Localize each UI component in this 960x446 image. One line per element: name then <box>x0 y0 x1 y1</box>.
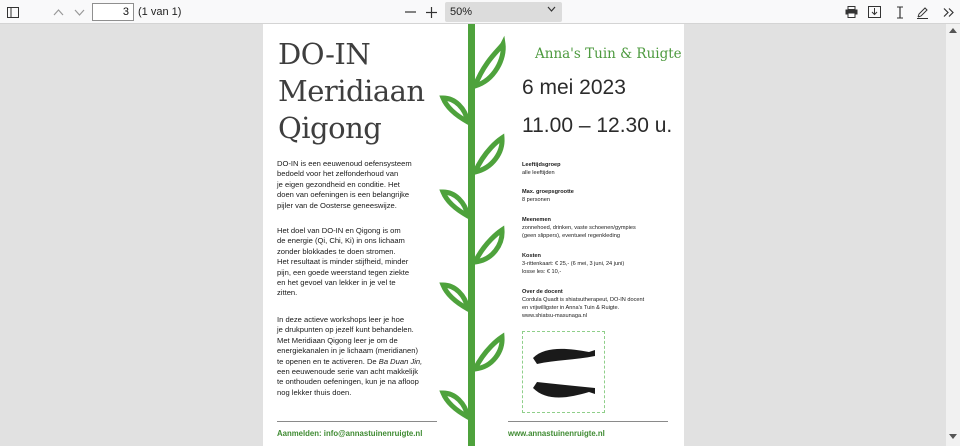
zoom-out-icon[interactable] <box>402 0 418 24</box>
divider-left <box>277 421 437 422</box>
info-group-size: Max. groepsgrootte 8 personen <box>522 189 574 203</box>
draw-icon[interactable] <box>913 0 931 24</box>
hands-illustration <box>522 331 605 413</box>
page-title: DO-IN Meridiaan Qigong <box>278 37 425 145</box>
vertical-scrollbar[interactable] <box>946 24 960 446</box>
goal-paragraph: Het doel van DO-IN en Qigong is om de energie (Qi, Chi, Ki) in ons lichaam zonder blokkades te doen stromen. Het resultaat is minder stijfheid, minder pijn, een goede weerstand tegen ziekte en het gevoel van lekker in je vel te zitten. <box>277 226 410 298</box>
signup-email-link[interactable]: Aanmelden: info@annastuinenruigte.nl <box>277 429 423 438</box>
next-page-icon[interactable] <box>71 0 87 24</box>
website-link[interactable]: www.annastuinenruigte.nl <box>508 429 605 438</box>
sidebar-toggle-icon[interactable] <box>4 0 22 24</box>
more-tools-icon[interactable] <box>939 0 957 24</box>
zoom-select[interactable] <box>445 2 562 22</box>
event-time: 11.00 – 12.30 u. <box>522 114 673 137</box>
scroll-up-icon[interactable] <box>949 28 957 33</box>
workshop-paragraph: In deze actieve workshops leer je hoe je drukpunten op jezelf kunt behandelen. Met Meridiaan Qigong leer je om de energiekanalen in je lichaam (meridianen) te openen en te activeren. De Ba Duan Jin, een eeuwenoude serie van acht makkelijk te onthouden oefeningen, kun je na afloop nog lekker thuis doen. <box>277 315 423 397</box>
page-number-input[interactable] <box>92 3 134 21</box>
pdf-toolbar <box>0 0 960 24</box>
intro-paragraph: DO-IN is een eeuwenoud oefensysteem bedoeld voor het zelfonderhoud van je eigen gezondheid en conditie. Het doen van oefeningen is een belangrijke pijler van de Oosterse geneeswijze. <box>277 159 412 210</box>
print-icon[interactable] <box>842 0 860 24</box>
scroll-down-icon[interactable] <box>949 434 957 439</box>
previous-page-icon[interactable] <box>50 0 66 24</box>
brand-name: Anna's Tuin & Ruigte <box>535 46 682 62</box>
zoom-in-icon[interactable] <box>423 0 439 24</box>
info-bring: Meenemen zonnehoed, drinken, vaste schoenen/gympies (geen slippers), eventueel regenkleding <box>522 217 636 239</box>
page-count-label: (1 van 1) <box>138 6 182 18</box>
event-date: 6 mei 2023 <box>522 76 626 99</box>
document-page <box>263 24 684 446</box>
info-teacher: Over de docent Cordula Quadt is shiatsutherapeut, DO-IN docent en vrijwilligster in Anna's Tuin & Ruigte. www.shiatsu-masunaga.nl <box>522 289 645 319</box>
info-age-group: Leeftijdsgroep alle leeftijden <box>522 162 561 176</box>
divider-right <box>508 421 668 422</box>
text-select-icon[interactable] <box>892 0 908 24</box>
chevron-down-icon <box>547 6 556 12</box>
info-costs: Kosten 3-rittenkaart: € 25,- (6 mei, 3 juni, 24 juni) losse les: € 10,- <box>522 253 625 275</box>
save-icon[interactable] <box>865 0 883 24</box>
zoom-value: 50% <box>450 6 473 18</box>
